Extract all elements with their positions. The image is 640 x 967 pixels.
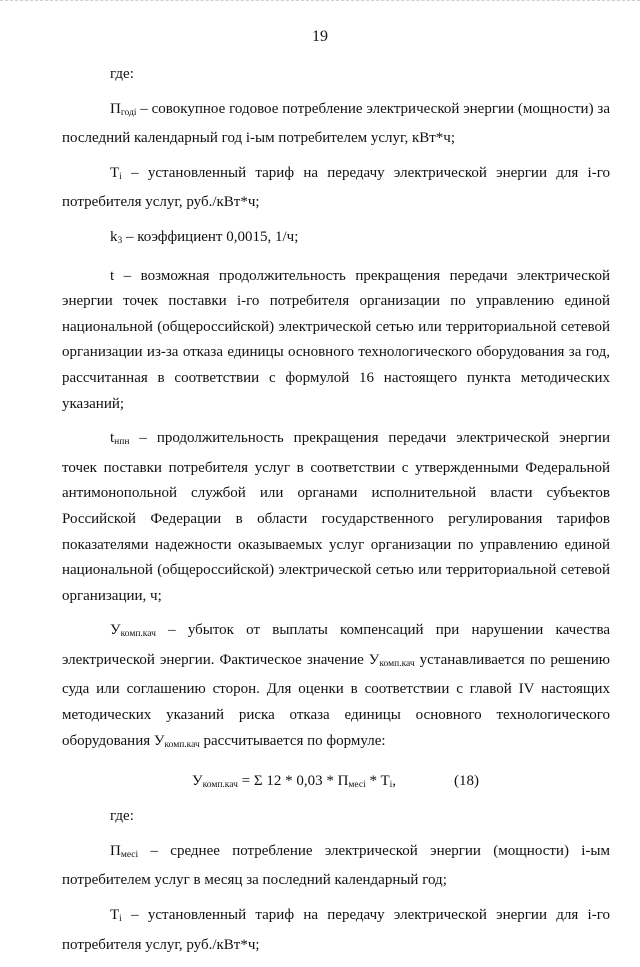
- definition-p-god: $П_{годi}$ – совокупное годовое потребление электрической энергии (мощности) за последний календарный год i-ым потребителем услуг, кВт*ч;: [62, 100, 610, 147]
- definition-t: t – возможная продолжительность прекращения передачи электрической энергии точек поставки i-го потребителя организации по управлению единой национальной (общероссийской) электрической сетью или территориальной сетевой организации из-за отказа единицы основного технологического оборудования за год, рассчитанная в соответствии с формулой 16 настоящего пункта методических указаний;: [62, 267, 610, 412]
- formula-number: (18): [454, 773, 479, 790]
- definition-y-komp: $У_{комп.кач}$ – убыток от выплаты компенсаций при нарушении качества электрической энергии. Фактическое значение $У_{комп.кач}$ устанавливается по решению суда или соглашению сторон. Для оценки в соответствии с главой IV настоящих методических указаний риска отказа единицы основного технологического оборудования $У_{комп.кач}$ рассчитывается по формуле:: [62, 622, 610, 750]
- where-label: где:: [110, 66, 134, 82]
- document-body: [62, 62, 610, 967]
- page-number: 19: [312, 28, 328, 45]
- definition-coefficient: $k_3$ – коэффициент 0,0015, 1/ч;: [110, 228, 299, 246]
- formula-18: [62, 767, 610, 797]
- definition-p-mes: $П_{месi}$ – среднее потребление электрической энергии (мощности) i-ым потребителем услуг в месяц за последний календарный год;: [62, 842, 610, 889]
- formula-expression: $У_{комп.кач} = \Sigma$ $12 * 0,03 * П_{месi} * T_i$,: [192, 773, 397, 791]
- top-scan-edge: [0, 0, 640, 3]
- definition-t-npn: $t_{нпн}$ – продолжительность прекращения передачи электрической энергии точек поставки потребителя услуг в соответствии с утвержденными Федеральной антимонопольной службой или органами исполнительной власти субъектов Российской Федерации в области государственного регулирования тарифов показателями надежности оказываемых услуг организации по управлению единой национальной (общероссийской) электрической сетью или территориальной сетевой организации, ч;: [62, 430, 610, 604]
- where-label-2: где:: [110, 808, 134, 825]
- definition-tariff-2: $T_i$ – установленный тариф на передачу электрической энергии для i-го потребителя услуг, руб./кВт*ч;: [62, 907, 610, 953]
- definition-tariff: $T_i$ – установленный тариф на передачу электрической энергии для i-го потребителя услуг, руб./кВт*ч;: [62, 164, 610, 211]
